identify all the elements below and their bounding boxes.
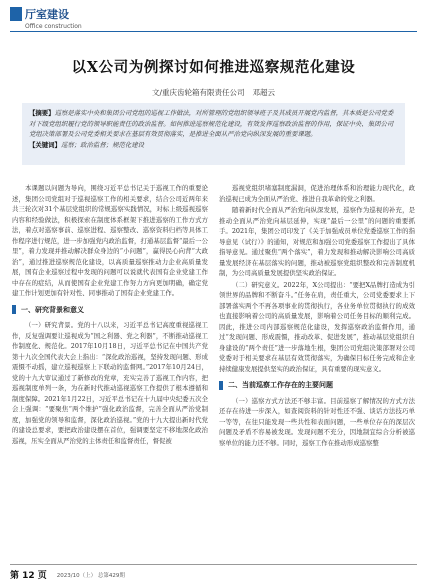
section-title: 二、当前巡察工作存在的主要问题 <box>228 381 333 389</box>
section-heading-problems <box>219 380 415 391</box>
intro-paragraph: 本课题以问题为导向，围绕习近平总书记关于巡视工作的重要论述，集团公司党组对于巡视巡察工作的相关要求，结合公司近两年来共三轮次对31个基层党组织的常规巡察实践情况，对标上级巡视巡察内容和经验做法，积极探索在制度体系框架下推进巡察的工作方式方法，着点对巡察事前、巡察进程、巡察整改、巡察资料归档等具体工作程序进行规范，进一步加强党内政治监督，打通基层监督“最后一公里”，着力发现并推动解决群众身边的“小问题”，赢得民心向背“大政治”，通过推进巡察规范化建设，以高质量巡察推动力企业高质量发展，国有企业巡察过程中发现的问题可以说就代表国有企业党建工作中存在的症结，从而使国有企业党建工作努力方向更加明确，确定党建工作计划更加有针对性、同事推动了国有企业党建工作。 <box>12 184 208 297</box>
author-name: 邓超云 <box>252 88 276 97</box>
page-footer <box>10 568 125 581</box>
footer-divider <box>10 564 417 565</box>
header-divider <box>10 31 417 32</box>
column-title-en: Office construction <box>25 23 82 30</box>
issue-info: 2023/10（上） 总第429期 <box>56 572 125 579</box>
column-square-icon <box>10 7 22 21</box>
section-heading-background <box>12 305 208 316</box>
keywords-text: 巡察；政治监督；规范化建设 <box>60 140 145 149</box>
column-header <box>10 6 82 30</box>
section-marker <box>12 305 16 314</box>
article-title: 以X公司为例探讨如何推进巡察规范化建设 <box>71 59 356 76</box>
column-title-cn: 厅室建设 <box>25 8 69 21</box>
abstract-label: 【摘要】 <box>29 109 55 117</box>
body-paragraph: 巡视党组织堵塞制度漏洞，促进治理体系和治理能力现代化，政治巡视已成为全面从严治党、推进自我革命的党之利器。 <box>219 184 415 203</box>
abstract-box <box>22 103 405 165</box>
abstract <box>29 108 398 140</box>
section-marker <box>219 381 223 390</box>
body-paragraph: 随着新时代全面从严治党向纵深发展，巡察作为巡视的补充，是推动全面从严治党向基层延伸，实现“最后一公里”的问题的重要抓手。2021年，集团公司印发了《关于加强成员单位党委巡察工作的指导意见（试行）》的通知，对规范和加强公司党委巡察工作提出了具体指导意见。通过聚焦“两个落实”，着力发现和推动解决影响公司高质量发展经济在基层落实的问题，推动被巡察党组织整改和完善制度机制，为公司高质量发展提供坚实政治保证。 <box>219 206 415 277</box>
body-paragraph: （二）研究意义。2022年，X公司提出：“要把X品牌打造成为引领世界的品牌和不断奋斗。”任务在肩，责任重大，公司党委要求上下部署落实两个不再各项事业的贯彻执行，各业务单位贯彻执行的成效也直接影响着公司的高质量发展，影响着公司任务目标的顺利完成。因此，推进公司内部巡察规范化建设，发挥巡察政治监督作用，通过“发现问题、形成震慑，推动改革、促进发展”，推动基层党组织自身建设的“两个责任”进一步落地生根，集团公司党组决策部署对公司党委对于相关要求在基层有效贯彻落实，为确保目标任务完成和企业持续健康发展提供坚实的政治保证，具有重要的现实意义。 <box>219 280 415 373</box>
byline <box>0 87 427 98</box>
left-column <box>12 183 208 447</box>
body-paragraph: （一）研究背景。党的十八以来，习近平总书记高度重视巡视工作，反复强调要让巡视成为“国之利器、党之利器”，不断推动巡视工作制度化、规范化。2017年10月18日，习近平总书记在中国共产党第十九次全国代表大会上指出：“深化政治巡视，坚持发现问题、形成震慑不动摇，建立巡视巡察上下联动的监督网。”2017年10月24日，党的十九大审议通过了新修改的党章，充实完善了巡视工作内容，把巡视制度单列一条，为在新时代推动巡视巡察工作提供了根本遵循和制度保障。2021年1月22日，习近平总书记在十九届中央纪委五次全会上强调：“要聚焦“两个维护”强化政治监督，完善全面从严治党制度，加强党的领导和监督，深化政治巡视。”党的十九大提出新时代党的建设总要求，要把政治建设摆在首位，强调要坚定不移地深化政治巡视，压实全面从严治党的主体责任和监督责任，督促被 <box>12 321 208 445</box>
body-paragraph: （一）巡察方式方法还不够丰富。目前巡察了解情况的方式方法还存在待进一步深入，如查阅资料的针对性还不强、谈话方法技巧单一等等，在往只能发现一些共性和表面问题，一些单位存在的深层次问题及矛盾不容易被发现。发现问题不充分，因地制宜综合分析被巡察单位的能力还不够。同时，巡察工作在推动形成巡察整 <box>219 396 415 447</box>
section-title: 一、研究背景和意义 <box>21 305 84 314</box>
abstract-text: 巡察是落实中央和集团公司党组的巡视工作做法，对所管理的党组织领导班子及其成员开展党内监督，其本质是公司党委对下级党组织履行党的领导职能责任的政治监督。如何推进巡察规范化建设，有效发挥巡察政治监督的作用，保证中央、集团公司党组决策部署及公司党委相关要求在基层有效贯彻落实，是推进全面从严治党向纵深发展的重要课题。 <box>29 109 394 139</box>
column-title-block <box>10 6 82 22</box>
author-affiliation: 文/重庆齿轮箱有限责任公司 <box>151 88 245 97</box>
right-column <box>219 183 415 449</box>
keywords-label: 【关键词】 <box>29 140 61 149</box>
page-number: 第 12 页 <box>10 571 47 581</box>
keywords <box>29 140 398 151</box>
